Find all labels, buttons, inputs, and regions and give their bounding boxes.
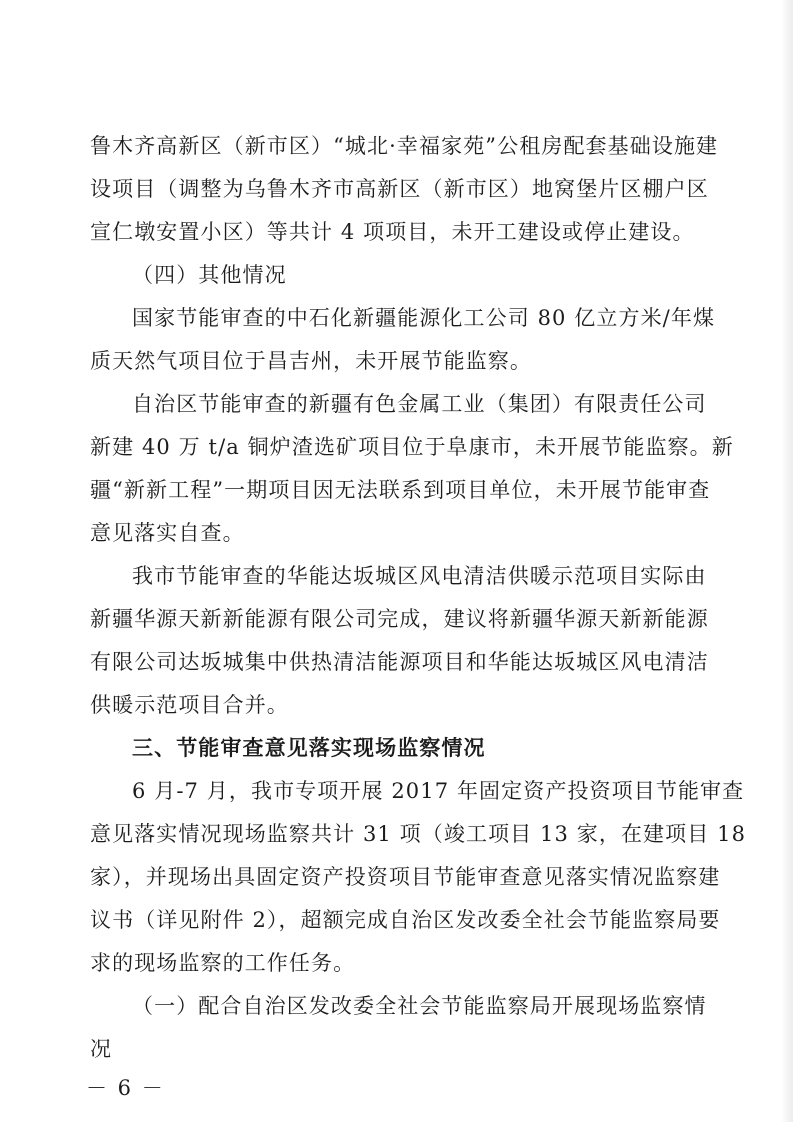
paragraph-line: 意见落实自查。 — [90, 521, 245, 545]
paragraph-line: 况 — [90, 1037, 113, 1061]
paragraph-line: 疆“新新工程”一期项目因无法联系到项目单位，未开展节能审查 — [90, 478, 711, 502]
scan-edge-shadow — [781, 0, 793, 1122]
paragraph-line: 质天然气项目位于昌吉州，未开展节能监察。 — [90, 349, 532, 373]
paragraph-line: 设项目（调整为乌鲁木齐市高新区（新市区）地窝堡片区棚户区 — [90, 177, 709, 201]
paragraph-line: 家），并现场出具固定资产投资项目节能审查意见落实情况监察建 — [90, 865, 721, 889]
paragraph-line: 意见落实情况现场监察共计 31 项（竣工项目 13 家，在建项目 18 — [90, 822, 747, 846]
page-number: － 6 － — [86, 1076, 165, 1100]
paragraph-line: 求的现场监察的工作任务。 — [90, 951, 356, 975]
paragraph-line: 议书（详见附件 2），超额完成自治区发改委全社会节能监察局要 — [90, 908, 721, 932]
paragraph-line: 宣仁墩安置小区）等共计 4 项项目，未开工建设或停止建设。 — [90, 220, 695, 244]
paragraph-line: 供暖示范项目合并。 — [90, 693, 289, 717]
paragraph-line: 我市节能审查的华能达坂城区风电清洁供暖示范项目实际由 — [132, 564, 707, 588]
paragraph-line: 有限公司达坂城集中供热清洁能源项目和华能达坂城区风电清洁 — [90, 650, 709, 674]
section-heading-other: （四）其他情况 — [132, 263, 287, 287]
paragraph-line: 新疆华源天新新能源有限公司完成，建议将新疆华源天新新能源 — [90, 607, 709, 631]
subsection-heading: （一）配合自治区发改委全社会节能监察局开展现场监察情 — [132, 994, 707, 1018]
section-heading-onsite-inspection: 三、节能审查意见落实现场监察情况 — [132, 736, 486, 760]
paragraph-line: 国家节能审查的中石化新疆能源化工公司 80 亿立方米/年煤 — [132, 306, 716, 330]
paragraph-line: 自治区节能审查的新疆有色金属工业（集团）有限责任公司 — [132, 392, 707, 416]
paragraph-line: 6 月-7 月，我市专项开展 2017 年固定资产投资项目节能审查 — [132, 779, 745, 803]
paragraph-line: 鲁木齐高新区（新市区）“城北·幸福家苑”公租房配套基础设施建 — [90, 134, 719, 158]
paragraph-line: 新建 40 万 t/a 铜炉渣选矿项目位于阜康市，未开展节能监察。新 — [90, 435, 734, 459]
